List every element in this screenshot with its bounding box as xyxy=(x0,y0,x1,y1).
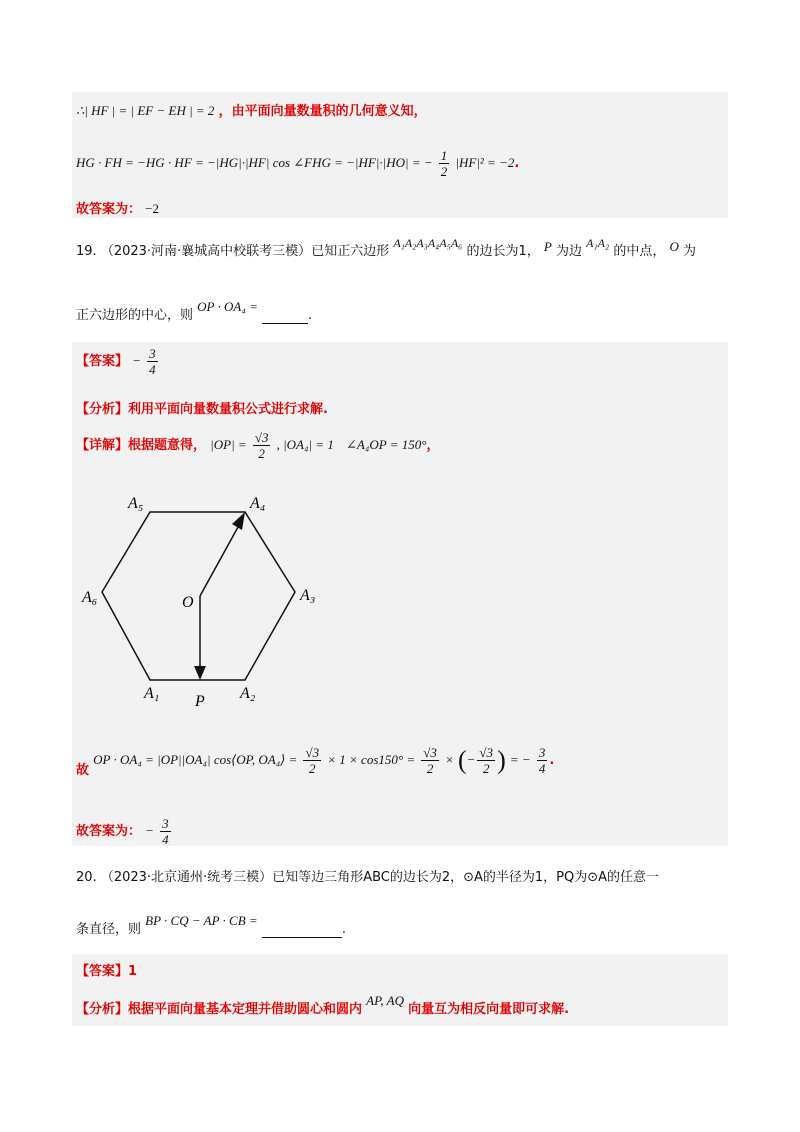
label-o: O xyxy=(182,594,194,611)
dot-product-expr: OP · OA₄ = xyxy=(197,299,258,314)
final-answer-19: 故答案为： − $\frac{3}{4}$ xyxy=(76,816,169,847)
question-19-line-2: 正六边形的中心，则 OP · OA₄ = . xyxy=(76,299,313,323)
fraction-one-half: $\frac{1}{2}$ xyxy=(440,148,448,179)
point-o: O xyxy=(669,239,679,254)
detail-19: 【详解】根据题意得， |OP| = $\frac{√3}{2}$ , |OA₄| = 1 ∠A₄OP = 150°， xyxy=(76,430,440,461)
detail-tag: 【详解】 xyxy=(76,438,129,453)
answer-label: 故答案为： xyxy=(76,202,142,217)
detail-text: 根据题意得， xyxy=(128,438,207,453)
question-20-line-1: 20. （2023·北京通州·统考三模）已知等边三角形ABC的边长为2，⊙A的半径为1，PQ为⊙A的任意一 xyxy=(76,870,660,885)
answer-fraction: $\frac{3}{4}$ xyxy=(149,346,156,377)
question-19-line-1: 19. （2023·河南·襄城高中校联考三模）已知正六边形 A₁A₂A₃A₄A₅A₆ 的边长为1， P 为边 A₁A₂ 的中点， O 为 xyxy=(76,236,697,259)
vector-op-arrowhead xyxy=(194,666,206,680)
question-source: （2023·河南·襄城高中校联考三模） xyxy=(100,244,312,259)
label-a3: A₃ xyxy=(300,587,316,604)
answer-blank xyxy=(262,308,308,324)
line-answer-18 xyxy=(76,198,159,217)
hf-magnitude-math: ∴| HF | = | EF − EH | = 2 xyxy=(76,103,215,118)
analysis-text: 根据平面向量基本定理并借助圆心和圆内 xyxy=(128,1002,363,1017)
label-a6: A₆ xyxy=(82,589,98,606)
analysis-19 xyxy=(76,398,328,417)
question-source: （2023·北京通州·统考三模） xyxy=(100,870,273,885)
geometric-meaning-note: ，由平面向量数量积的几何意义知， xyxy=(218,104,427,119)
label-a5: A₅ xyxy=(128,495,144,512)
question-number: 19. xyxy=(76,244,97,259)
final-answer-label: 故答案为： xyxy=(76,824,142,839)
analysis-tail: 向量互为相反向量即可求解. xyxy=(408,1002,570,1017)
analysis-vectors: AP, AQ xyxy=(366,993,404,1008)
question-20-line-2: 条直径，则 BP · CQ − AP · CB = . xyxy=(76,913,346,937)
analysis-tag: 【分析】 xyxy=(76,402,129,417)
vector-oa4 xyxy=(200,518,243,596)
sqrt3-over-2: $\frac{√3}{2}$ xyxy=(254,430,269,461)
edge-a1a2: A₁A₂ xyxy=(586,236,610,250)
vector-expr: BP · CQ − AP · CB = xyxy=(145,913,258,928)
point-p: P xyxy=(543,239,552,254)
analysis-tag: 【分析】 xyxy=(76,1002,129,1017)
answer-tag: 【答案】 xyxy=(76,354,129,369)
label-p: P xyxy=(195,693,205,710)
analysis-text: 利用平面向量数量积公式进行求解. xyxy=(128,402,328,417)
answer-19: 【答案】 − $\frac{3}{4}$ xyxy=(76,346,156,377)
line-hf-magnitude xyxy=(76,100,427,119)
dot-product-chain: HG · FH = −HG · HF = −|HG|·|HF| cos ∠FHG = −|HF|·|HO| = − xyxy=(76,155,433,170)
answer-tag: 【答案】 xyxy=(76,964,129,979)
answer-value: −2 xyxy=(145,201,159,216)
answer-value: 1 xyxy=(128,964,138,979)
analysis-20 xyxy=(76,993,570,1017)
hexagon-name: A₁A₂A₃A₄A₅A₆ xyxy=(393,236,463,250)
dot-product-tail: |HF|² = −2 xyxy=(455,155,515,170)
label-a4: A₄ xyxy=(250,495,266,512)
calc-19: 故 OP · OA₄ = |OP||OA₄| cos⟨OP, OA₄⟩ = $\frac{√3}{2}$ × 1 × cos150° = $\frac{√3}{2}$ × (− $\frac{√3}{2}$ ) = − $\frac{3}{4}$ . xyxy=(76,745,555,778)
answer-20 xyxy=(76,960,137,979)
label-a2: A₂ xyxy=(240,685,256,702)
answer-blank xyxy=(262,922,342,938)
hexagon-outline xyxy=(102,512,295,680)
vector-oa4-arrowhead xyxy=(232,512,245,530)
hexagon-figure xyxy=(80,490,330,720)
label-a1: A₁ xyxy=(144,685,160,702)
question-number: 20. xyxy=(76,870,97,885)
line-dot-product-chain: HG · FH = −HG · HF = −|HG|·|HF| cos ∠FHG = −|HF|·|HO| = − $\frac{1}{2}$ |HF|² = −2. xyxy=(76,148,520,179)
